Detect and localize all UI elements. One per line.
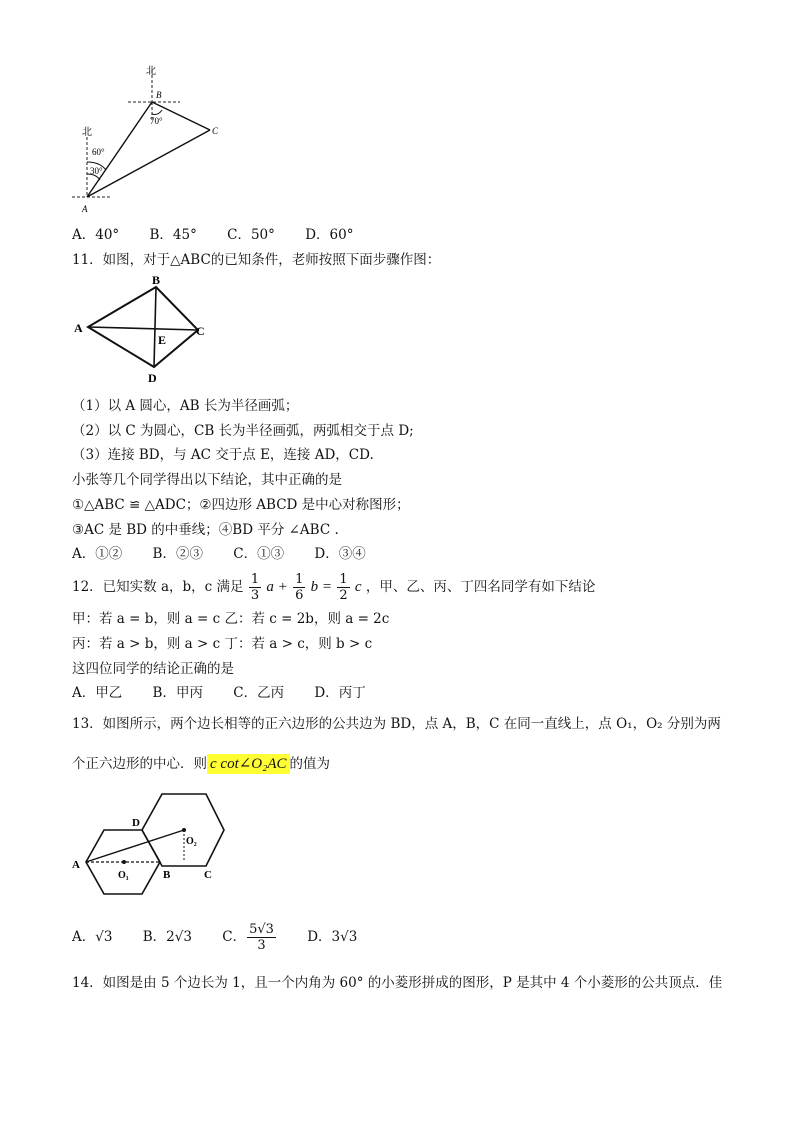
q11-step3: （3）连接 BD，与 AC 交于点 E，连接 AD，CD.	[72, 447, 374, 463]
fig13-label-a: A	[72, 859, 80, 871]
q13-option-c[interactable]: C． $\frac{5√3}{3}$	[222, 922, 274, 953]
q12-option-c[interactable]: C．乙丙	[233, 685, 285, 701]
q13-line-1: 13．如图所示，两个边长相等的正六边形的公共边为 BD，点 A，B，C 在同一直线上，点 O₁，O₂ 分别为两	[72, 716, 721, 732]
q12-frac-1-6: $\frac{1}{6}$	[295, 572, 304, 603]
fig13-label-b: B	[163, 869, 171, 881]
q11-option-a[interactable]: A．①②	[72, 546, 123, 562]
q13-options	[72, 920, 383, 954]
q11-option-b[interactable]: B．②③	[152, 546, 203, 562]
q13-highlight-expression: c cot∠O₂AC	[207, 754, 290, 774]
q13-option-d[interactable]: D．3√3	[307, 929, 358, 945]
fig13-label-o2: O₂	[186, 836, 197, 847]
fig11-label-d: D	[148, 371, 157, 385]
fig10-label-a: A	[82, 204, 88, 214]
q12-line-1: 甲：若 a = b，则 a = c 乙：若 c = 2b，则 a = 2c	[72, 611, 390, 627]
fig10-label-c: C	[212, 126, 219, 136]
q13-option-b[interactable]: B．2√3	[142, 929, 192, 945]
q13-line-2: 个正六边形的中心．则 c cot∠O₂AC 的值为	[72, 756, 331, 772]
fig10-north-left: 北	[82, 127, 92, 138]
fig13-label-d: D	[132, 817, 140, 829]
fig10-label-b: B	[156, 90, 162, 100]
fig13-label-o1: O₁	[118, 870, 129, 881]
q12-prompt: 这四位同学的结论正确的是	[72, 661, 234, 677]
q10-figure	[70, 62, 230, 217]
q11-step2: （2）以 C 为圆心，CB 长为半径画弧，两弧相交于点 D;	[72, 423, 414, 439]
q11-conclusion-1: ①△ABC ≌ △ADC；②四边形 ABCD 是中心对称图形；	[72, 497, 410, 513]
q12-options	[72, 684, 392, 702]
fig11-label-c: C	[196, 324, 205, 338]
fig11-label-e: E	[158, 333, 167, 347]
q10-option-b[interactable]: B．45°	[149, 227, 197, 243]
q13-option-a[interactable]: A．√3	[72, 929, 113, 945]
fig10-angle-30: 30°	[90, 166, 103, 176]
q12-frac-1-3: $\frac{1}{3}$	[250, 572, 260, 603]
q11-options	[72, 545, 392, 563]
q12-option-b[interactable]: B．甲丙	[152, 685, 203, 701]
fig11-label-b: B	[152, 273, 161, 287]
q10-option-a[interactable]: A．40°	[72, 227, 120, 243]
q11-conclusion-2: ③AC 是 BD 的中垂线；④BD 平分 ∠ABC .	[72, 522, 339, 538]
q10-options	[72, 226, 379, 244]
q12-pre: 12．已知实数 a，b，c 满足	[72, 579, 244, 595]
q12-post: ，甲、乙、丙、丁四名同学有如下结论	[365, 579, 596, 595]
q10-option-c[interactable]: C．50°	[227, 227, 275, 243]
q12-stem: 12．已知实数 a，b，c 满足 $\frac{1}{3}$ a + $\frac{1}{6}$ b = $\frac{1}{2}$ c ，甲、乙、丙、丁四名同学有如下结论	[72, 572, 596, 603]
q11-prompt: 小张等几个同学得出以下结论，其中正确的是	[72, 472, 342, 488]
fig11-label-a: A	[74, 321, 83, 335]
q11-option-c[interactable]: C．①③	[233, 546, 285, 562]
q13-figure	[70, 786, 230, 904]
q12-frac-1-2: $\frac{1}{2}$	[339, 572, 348, 603]
fig10-angle-60: 60°	[92, 147, 105, 157]
q12-line-2: 丙：若 a > b，则 a > c 丁：若 a > c，则 b > c	[72, 636, 373, 652]
q11-option-d[interactable]: D．③④	[314, 546, 366, 562]
q12-option-d[interactable]: D．丙丁	[314, 685, 366, 701]
q11-stem: 11．如图，对于△ABC的已知条件，老师按照下面步骤作图：	[72, 252, 441, 268]
fig13-label-c: C	[204, 869, 212, 881]
fig10-north-top: 北	[146, 66, 156, 77]
q10-option-d[interactable]: D．60°	[305, 227, 354, 243]
q12-option-a[interactable]: A．甲乙	[72, 685, 123, 701]
fig10-angle-70: 70°	[150, 116, 163, 126]
q14-stem: 14．如图是由 5 个边长为 1，且一个内角为 60° 的小菱形拼成的图形，P 是其中 4 个小菱形的公共顶点．佳	[72, 975, 723, 991]
q11-figure	[70, 272, 220, 390]
q11-step1: （1）以 A 圆心，AB 长为半径画弧；	[72, 398, 299, 414]
